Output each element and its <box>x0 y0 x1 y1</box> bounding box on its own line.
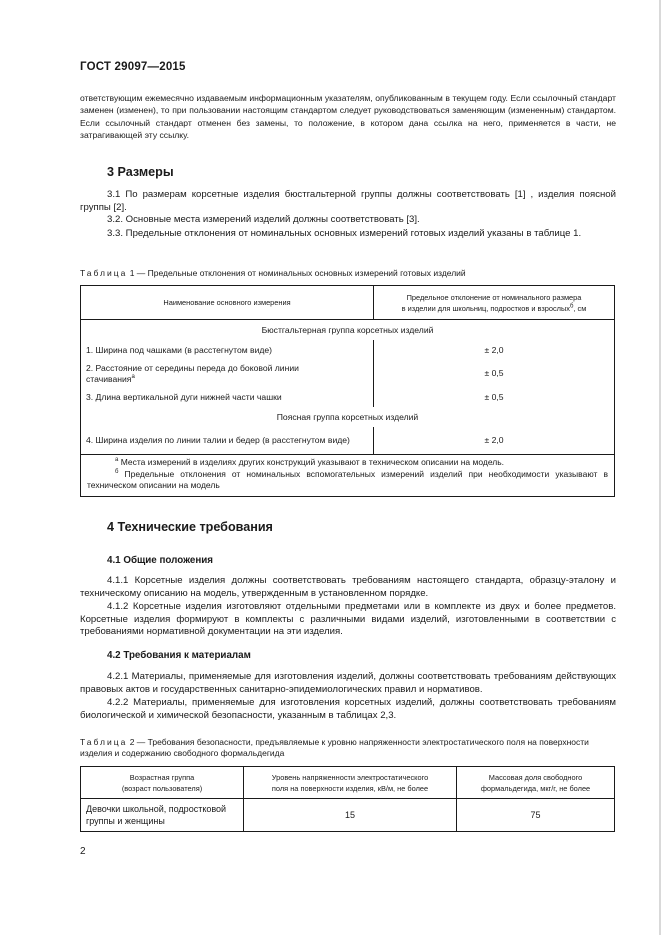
column-header-age-group-line1: Возрастная группа <box>129 772 195 782</box>
column-header-age-group-line2: (возраст пользователя) <box>121 783 203 793</box>
deviation-value: ± 0,5 <box>374 387 615 407</box>
column-header-formaldehyde-line1: Массовая доля свободного <box>488 772 583 782</box>
footnotes-cell <box>81 455 615 497</box>
group-label: Поясная группа корсетных изделий <box>81 407 615 427</box>
group-row <box>81 407 615 427</box>
subsection-4-2-title: 4.2 Требования к материалам <box>107 650 251 661</box>
intro-paragraph: ответствующим ежемесячно издаваемым информационным указателям, опубликованным в текущем году. Если ссылочный стандарт заменен (изменен), то при пользовании настоящим стандартом следует руководствоваться заменяющим (измененным) стандартом. Если ссылочный стандарт отменен без замены, то положение, в котором дана ссылка на него, применяется в части, не затрагивающей эту ссылку. <box>80 93 616 140</box>
measurement-name-line1: 2. Расстояние от середины переда до боковой линии <box>86 362 299 373</box>
deviation-value: ± 2,0 <box>374 427 615 455</box>
measurement-name: 4. Ширина изделия по линии талии и бедер (в расстегнутом виде) <box>81 427 374 455</box>
column-header-deviation-line2: в изделии для школьниц, подростков и взрослых <box>401 303 570 313</box>
paragraph-3-2: 3.2. Основные места измерений изделий должны соответствовать [3]. <box>107 214 420 225</box>
section-4-title: 4 Технические требования <box>107 520 273 534</box>
document-code: ГОСТ 29097—2015 <box>80 61 186 73</box>
footnote-a-text: Места измерений в изделиях других конструкций указывают в техническом описании на модель. <box>118 457 505 467</box>
column-header-field-strength-line2: поля на поверхности изделия, кВ/м, не более <box>271 783 429 793</box>
column-header-deviation-line1: Предельное отклонение от номинального размера <box>406 292 582 302</box>
subsection-4-1-title: 4.1 Общие положения <box>107 555 214 566</box>
section-3-title: 3 Размеры <box>107 165 174 179</box>
column-header-formaldehyde-line2: формальдегида, мкг/г, не более <box>480 783 591 793</box>
table-2-caption <box>80 737 620 759</box>
table-header-row <box>81 767 615 799</box>
table-1 <box>80 285 615 497</box>
table-header-cell <box>457 767 615 799</box>
table-2-caption-text: 2 — Требования безопасности, предъявляемые к уровню напряженности электростатического поля на поверхности изделия и содержанию свободного формальдегида <box>80 737 589 758</box>
footnote-mark: а <box>131 373 135 380</box>
paragraph-4-1-1: 4.1.1 Корсетные изделия должны соответствовать требованиям настоящего стандарта, образцу-эталону и техническому описанию на модель, утвержденным в установленном порядке. <box>80 575 616 599</box>
table-row <box>81 340 615 360</box>
table-1-caption-word: Таблица <box>80 268 128 278</box>
deviation-value: ± 2,0 <box>374 340 615 360</box>
column-header-unit: , см <box>573 303 587 313</box>
group-label: Бюстгальтерная группа корсетных изделий <box>81 320 615 341</box>
field-strength-cell: 15 <box>244 799 457 832</box>
deviation-value: ± 0,5 <box>374 360 615 387</box>
table-2-caption-word: Таблица <box>80 737 128 747</box>
paragraph-3-1: 3.1 По размерам корсетные изделия бюстгальтерной группы должны соответствовать [1] , изделия поясной группы [2]. <box>80 189 616 213</box>
footnote-a <box>87 457 608 469</box>
paragraph-4-1-2: 4.1.2 Корсетные изделия изготовляют отдельными предметами или в комплекте из двух и более предметов. Корсетные изделия формируют в комплекты с различными видами изделий, изготовленными в соответствии с требованиями нормативной документации на эти изделия. <box>80 601 616 638</box>
table-1-caption <box>80 268 620 279</box>
footnote-mark: б <box>570 303 574 310</box>
footnote-mark: б <box>115 468 119 475</box>
measurement-name-line2: стачивания <box>86 373 132 384</box>
table-row <box>81 387 615 407</box>
table-row <box>81 799 615 832</box>
footnote-b-text: Предельные отклонения от номинальных вспомогательных измерений изделий при необходимости указывают в техническом описании на модель <box>87 468 608 490</box>
table-header-cell <box>374 286 615 320</box>
column-header-measurement: Наименование основного измерения <box>163 298 291 307</box>
table-row <box>81 360 615 387</box>
table-footnotes <box>81 455 615 497</box>
measurement-name <box>81 360 374 387</box>
table-2 <box>80 766 615 832</box>
age-group-cell: Девочки школьной, подростковой группы и женщины <box>81 799 244 832</box>
column-header-field-strength-line1: Уровень напряженности электростатического <box>271 772 429 782</box>
measurement-name: 3. Длина вертикальной дуги нижней части чашки <box>81 387 374 407</box>
table-row <box>81 427 615 455</box>
table-header-cell <box>244 767 457 799</box>
group-row <box>81 320 615 341</box>
table-header-cell <box>81 286 374 320</box>
table-header-row <box>81 286 615 320</box>
page-number: 2 <box>80 846 86 857</box>
footnote-mark: а <box>115 457 119 464</box>
measurement-name: 1. Ширина под чашками (в расстегнутом виде) <box>81 340 374 360</box>
table-1-caption-text: 1 — Предельные отклонения от номинальных основных измерений готовых изделий <box>127 268 466 278</box>
formaldehyde-cell: 75 <box>457 799 615 832</box>
paragraph-3-3: 3.3. Предельные отклонения от номинальных основных измерений готовых изделий указаны в таблице 1. <box>107 228 582 239</box>
paragraph-4-2-1: 4.2.1 Материалы, применяемые для изготовления изделий, должны соответствовать требованиям действующих правовых актов и государственных санитарно-эпидемиологических правил и нормативов. <box>80 671 616 695</box>
table-header-cell <box>81 767 244 799</box>
paragraph-4-2-2: 4.2.2 Материалы, применяемые для изготовления корсетных изделий, должны соответствовать требованиям биологической и химической безопасности, указанным в таблицах 2,3. <box>80 697 616 721</box>
footnote-b <box>87 469 608 492</box>
